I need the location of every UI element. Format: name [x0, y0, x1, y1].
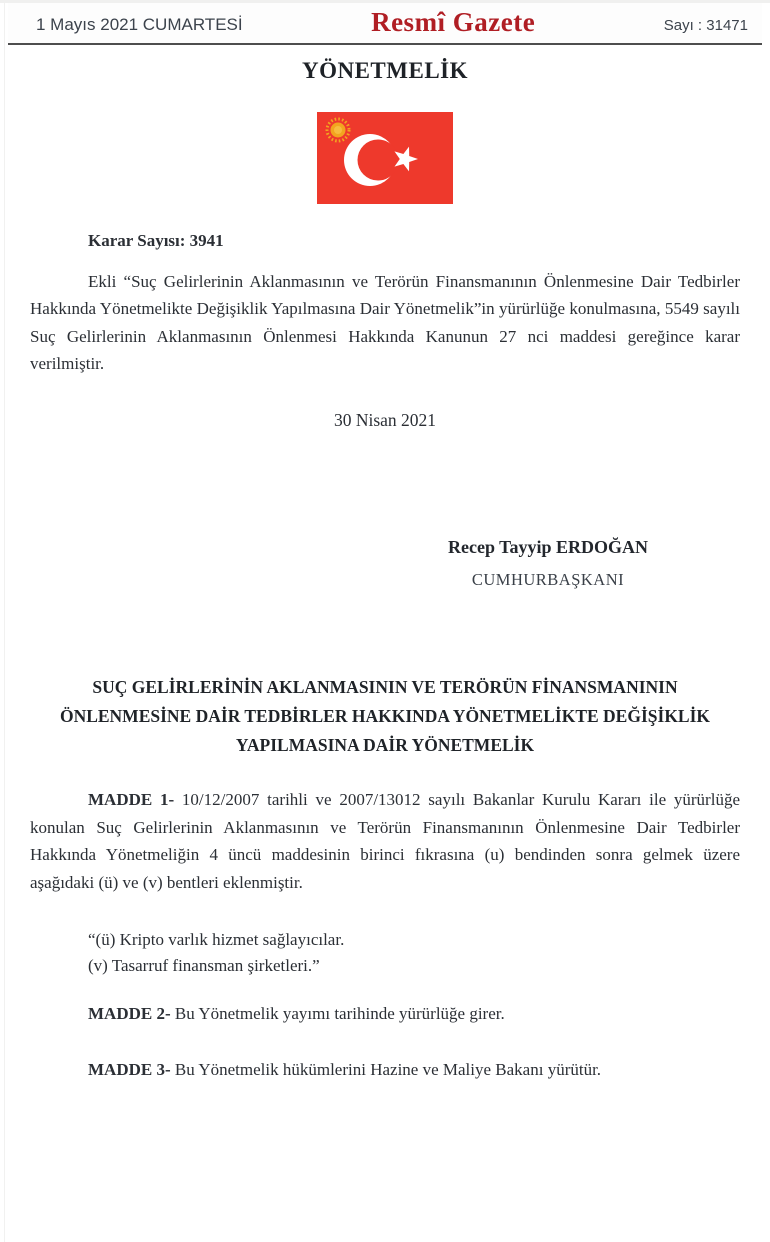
document-body [0, 227, 770, 1083]
signatory-title: CUMHURBAŞKANI [471, 569, 625, 589]
article-3-label: MADDE 3- [88, 1059, 171, 1079]
regulation-title: SUÇ GELİRLERİNİN AKLANMASININ VE TERÖRÜN FİNANSMANININ ÖNLENMESİNE DAİR TEDBİRLER HAKKINDA YÖNETMELİKTE DEĞİŞİKLİK YAPILMASINA DAİR YÖNETMELİK [59, 677, 711, 755]
turkish-flag-image [317, 112, 453, 204]
clause-u: “(ü) Kripto varlık hizmet sağlayıcılar. [88, 930, 345, 949]
section-heading-yonetmelik: YÖNETMELİK [301, 58, 469, 83]
decree-date: 30 Nisan 2021 [333, 409, 437, 430]
gazette-title: Resmî Gazete [371, 7, 536, 37]
article-1-text: 10/12/2007 tarihli ve 2007/13012 sayılı Bakanlar Kurulu Kararı ile yürürlüğe konulan Suç Gelirlerinin Aklanmasının ve Terörün Finansmanının Önlenmesine Dair Tedbirler Hakkında Yönetmeliğin 4 üncü maddesinin birinci fıkrasına (u) bendinden sonra gelmek üzere aşağıdaki (ü) ve (v) bentleri eklenmiştir. [30, 790, 740, 892]
masthead-date: 1 Mayıs 2021 CUMARTESİ [36, 15, 243, 34]
article-3-text: Bu Yönetmelik hükümlerini Hazine ve Maliye Bakanı yürütür. [170, 1059, 602, 1079]
gazette-masthead [8, 3, 762, 45]
decree-paragraph: Ekli “Suç Gelirlerinin Aklanmasının ve Terörün Finansmanının Önlenmesine Dair Tedbirler Hakkında Yönetmelikte Değişiklik Yapılmasına Dair Yönetmelik”in yürürlüğe konulmasına, 5549 sayılı Suç Gelirlerinin Aklanmasının Önlenmesi Hakkında Kanunun 27 nci maddesi gereğince karar verilmiştir. [30, 271, 740, 373]
clause-v: (v) Tasarruf finansman şirketleri.” [88, 956, 320, 975]
page-edge-line [4, 3, 5, 1242]
article-2-text: Bu Yönetmelik yayımı tarihinde yürürlüğe girer. [170, 1004, 505, 1023]
decree-number: Karar Sayısı: 3941 [88, 231, 224, 250]
article-madde-2 [30, 1000, 740, 1028]
article-madde-3 [30, 1056, 740, 1084]
signature-block [408, 534, 688, 593]
article-2-label: MADDE 2- [88, 1004, 171, 1023]
quoted-clauses [88, 927, 740, 979]
masthead-issue-number: Sayı : 31471 [663, 17, 748, 34]
signatory-name: Recep Tayyip ERDOĞAN [447, 537, 649, 557]
article-madde-1 [30, 786, 740, 896]
article-1-label: MADDE 1- [88, 790, 175, 809]
turkish-flag-svg [317, 112, 453, 204]
